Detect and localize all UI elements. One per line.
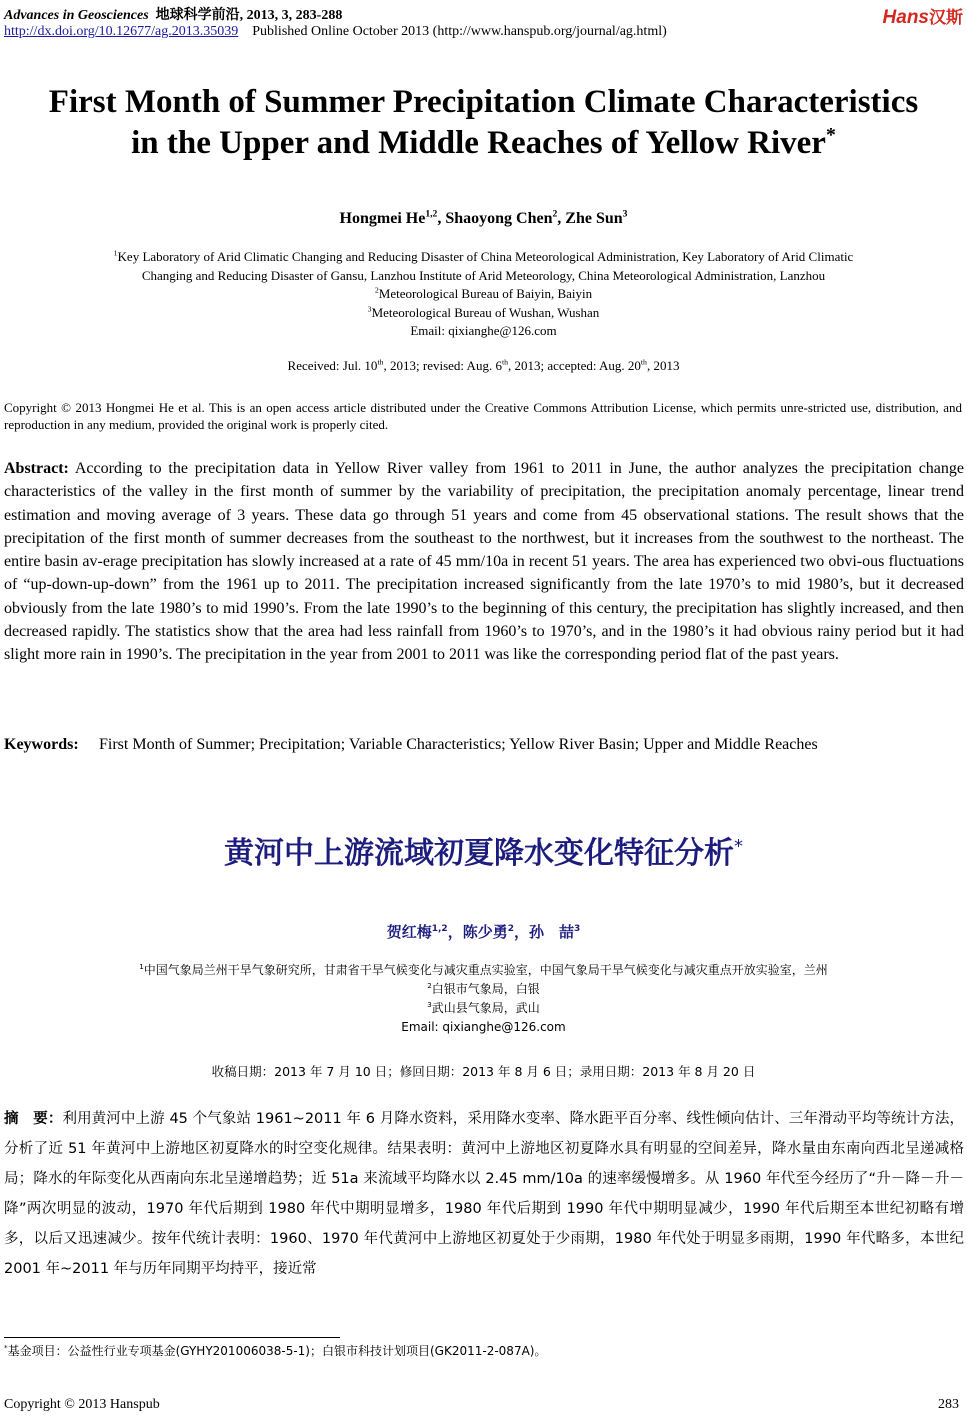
cn-aff-2-num: 2 [427,981,432,990]
affiliations [0,248,967,341]
received-sup: th [377,357,384,367]
cn-author-list [0,921,967,942]
copyright-notice: Copyright © 2013 Hongmei He et al. This is an open access article distributed under the Creative Commons Attribution License, which permits unre-stricted use, distribution, and reproduction in any medium, provided the original work is properly cited. [4,400,962,432]
aff-3-num: 3 [367,304,372,314]
aff-1-line-1: Key Laboratory of Arid Climatic Changing and Reducing Disaster of China Meteorological Administration, Key Laboratory of Arid Climatic [117,249,854,264]
author-3: , Zhe Sun [557,210,623,227]
page-number: 283 [938,1397,959,1412]
keywords [4,734,964,756]
keywords-label: Keywords: [4,736,79,753]
cn-aff-3: 武山县气象局，武山 [431,1001,540,1015]
aff-1-line-2: Changing and Reducing Disaster of Gansu, Lanzhou Institute of Arid Meteorology, China Meteorological Administration, Lanzhou [141,267,826,283]
revised-date: , 2013; revised: Aug. 6 [383,358,502,373]
cn-abstract-text: 利用黄河中上游 45 个气象站 1961~2011 年 6 月降水资料，采用降水变率、降水距平百分率、线性倾向估计、三年滑动平均等统计方法，分析了近 51 年黄河中上游地区初夏降水的时空变化规律。结果表明：黄河中上游地区初夏降水具有明显的空间差异，降水量由东南向西北呈递减格局；降水的年际变化从西南向东北呈递增趋势；近 51a 来流域平均降水以 2.45 mm/10a 的速率缓慢增多。从 1960 年代至今经历了“升－降－升－降”两次明显的波动，1970 年代后期到 1980 年代中期明显增多，1980 年代后期到 1990 年代中期明显减少，1990 年代后期至本世纪初略有增多，以后又迅速减少。按年代统计表明：1960、1970 年代黄河中上游地区初夏处于少雨期，1980 年代处于明显多雨期，1990 年代略多，本世纪 2001 年~2011 年与历年同期平均持平，接近常 [4,1111,965,1277]
abstract-label: Abstract: [4,460,69,477]
aff-2: Meteorological Bureau of Baiyin, Baiyin [378,286,593,301]
cn-email: Email: qixianghe@126.com [401,1020,566,1034]
title-mark: * [825,124,836,146]
logo-text: Hans [882,7,929,28]
funding-footnote [4,1342,546,1359]
footer-copyright: Copyright © 2013 Hanspub [4,1397,160,1412]
doi-link[interactable]: http://dx.doi.org/10.12677/ag.2013.35039 [4,24,239,39]
cn-affiliations [0,961,967,1037]
journal-name: Advances in Geosciences [4,8,149,23]
accepted-sup: th [640,357,647,367]
volume-info: , 2013, 3, 283-288 [239,8,343,23]
published-online: Published Online October 2013 (http://www.hanspub.org/journal/ag.html) [252,24,667,39]
author-3-aff: 3 [622,208,628,220]
author-2-aff: 2 [552,208,558,220]
cn-author-1-aff: 1,2 [431,924,448,934]
cn-aff-2: 白银市气象局，白银 [431,982,540,996]
aff-2-num: 2 [374,285,379,295]
revised-sup: th [501,357,509,367]
author-list [0,210,967,228]
journal-header [4,4,342,24]
cn-author-2-aff: 2 [507,924,514,934]
author-email: Email: qixianghe@126.com [410,323,557,338]
received-dates [0,358,967,374]
accepted-year: , 2013 [646,358,680,373]
cn-title-mark: * [734,836,743,857]
accepted-date: , 2013; accepted: Aug. 20 [508,358,641,373]
cn-title-text: 黄河中上游流域初夏降水变化特征分析 [224,836,734,871]
author-2: , Shaoyong Chen [437,210,553,227]
cn-aff-1: 中国气象局兰州干旱气象研究所，甘肃省干旱气候变化与减灾重点实验室，中国气象局干旱气候变化与减灾重点开放实验室，兰州 [143,963,828,977]
cn-author-3: ，孙 喆 [513,923,574,941]
cn-aff-3-num: 3 [427,1000,432,1009]
footnote-divider [4,1337,340,1338]
author-1: Hongmei He [339,210,426,227]
aff-1-num: 1 [113,248,118,258]
paper-title [0,82,967,164]
cn-author-1: 贺红梅 [386,923,432,941]
abstract-text: According to the precipitation data in Yellow River valley from 1961 to 2011 in June, the author analyzes the precipitation change characteristics of the valley in the first month of summer by the variability of precipitation, the precipitation anomaly percentage, linear trend estimation and moving average of 3 years. These data go through 51 years and come from 45 observational stations. The result shows that the precipitation of the first month of summer decreases from the southeast to the northwest, but it increases from the southwest to the northeast. The entire basin av-erage precipitation has slowly increased at a rate of 45 mm/10a in recent 51 years. The area has experienced two obvi-ous fluctuations of “up-down-up-down” from the 1961 up to 2011. The precipitation increased significantly from the late 1970’s to mid 1980’s, but it decreased obviously from the late 1980’s to mid 1990’s. From the late 1990’s to the beginning of this century, the precipitation has slightly increased, and then decreased rapidly. The statistics show that the area had less rainfall from 1960’s to 1970’s, and in the 1980’s it had obvious rainy period but it had slight more rain in 1990’s. The precipitation in the year from 2001 to 2011 was like the corresponding period flat of the past years. [4,460,964,664]
received-date: Received: Jul. 10 [287,358,378,373]
publication-line [4,24,667,40]
author-1-aff: 1,2 [425,208,438,220]
cn-received-dates: 收稿日期：2013 年 7 月 10 日；修回日期：2013 年 8 月 6 日；录用日期：2013 年 8 月 20 日 [211,1064,756,1079]
title-line-2: in the Upper and Middle Reaches of Yellow River [131,125,826,161]
logo-cn: 汉斯 [929,8,963,27]
cn-abstract-label: 摘 要： [4,1111,63,1127]
cn-title [0,828,967,872]
journal-name-cn: 地球科学前沿 [155,8,240,23]
cn-abstract [4,1104,964,1284]
hans-logo [883,3,963,29]
footnote-text: 基金项目：公益性行业专项基金(GYHY201006038-5-1)；白银市科技计划项目(GK2011-2-087A)。 [7,1344,547,1358]
abstract [4,457,964,667]
footnote-mark: * [4,1343,8,1352]
cn-author-3-aff: 3 [574,924,581,934]
aff-3: Meteorological Bureau of Wushan, Wushan [371,304,600,320]
keywords-text: First Month of Summer; Precipitation; Variable Characteristics; Yellow River Basin; Upper and Middle Reaches [99,736,818,753]
cn-aff-1-num: 1 [139,962,144,971]
cn-author-2: ，陈少勇 [447,923,508,941]
title-line-1: First Month of Summer Precipitation Climate Characteristics [48,84,919,120]
